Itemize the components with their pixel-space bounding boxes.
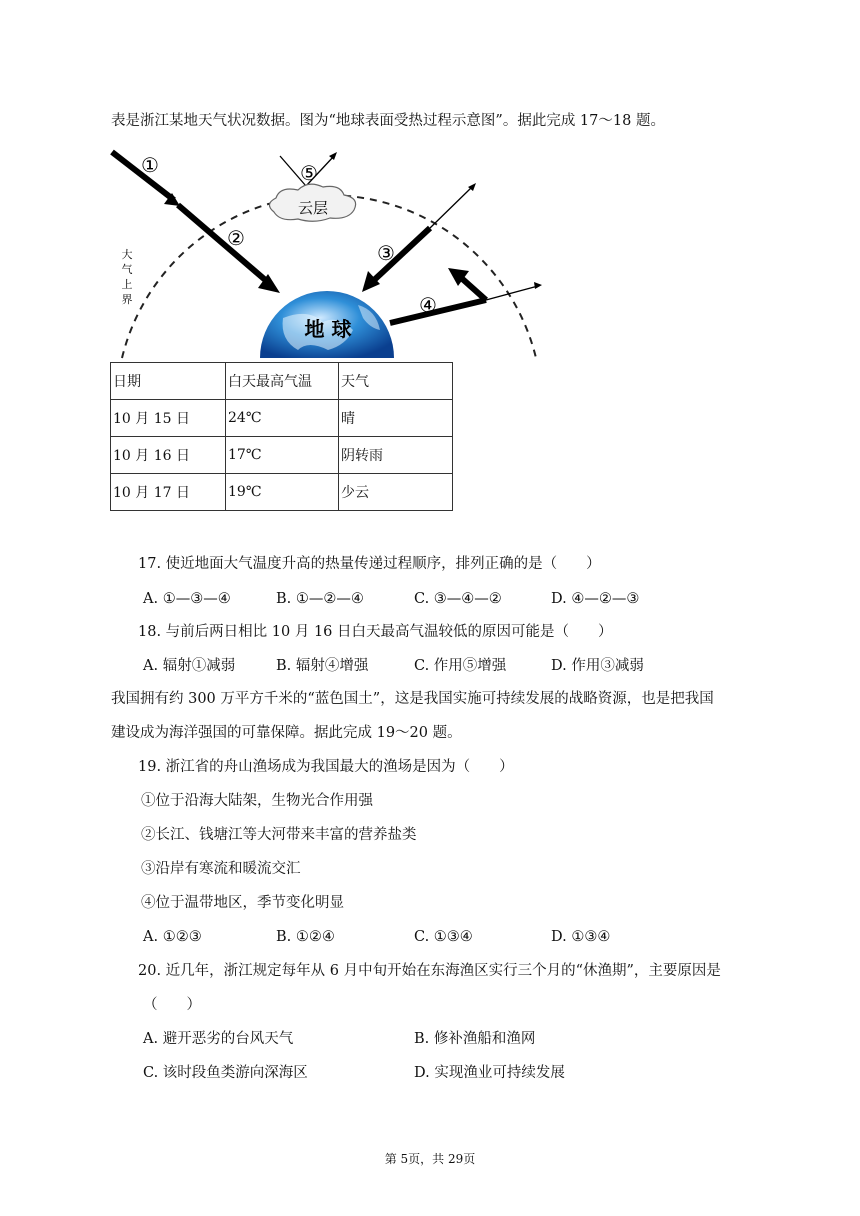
label-5: ⑤ [300,161,318,185]
q20-stem: 20. 近几年，浙江规定每年从 6 月中旬开始在东海渔区实行三个月的“休渔期”，主要原因是 [138,963,721,979]
q18-option-a[interactable]: A. 辐射①减弱 [143,658,236,674]
cell-weather: 少云 [339,474,453,511]
q17-option-c[interactable]: C. ③—④—② [414,591,502,607]
q20-option-a[interactable]: A. 避开恶劣的台风天气 [143,1031,294,1047]
q19-option-a[interactable]: A. ①②③ [143,929,202,945]
label-4: ④ [419,293,437,317]
q18-option-c[interactable]: C. 作用⑤增强 [414,658,507,674]
q19-option-b[interactable]: B. ①②④ [276,929,335,945]
q19-option-d[interactable]: D. ①③④ [551,929,611,945]
q19-item-1: ①位于沿海大陆架，生物光合作用强 [141,793,373,809]
label-2: ② [227,226,245,250]
cell-temp: 19℃ [226,474,339,511]
atm-label-4: 界 [121,293,133,306]
atm-label-2: 气 [121,263,133,276]
header-temp: 白天最高气温 [226,363,339,400]
q18-option-b[interactable]: B. 辐射④增强 [276,658,369,674]
table-row [111,474,453,511]
label-1: ① [141,153,159,177]
cell-date: 10 月 17 日 [111,474,226,511]
q20-option-c[interactable]: C. 该时段鱼类游向深海区 [143,1065,308,1081]
header-date: 日期 [111,363,226,400]
q18-stem: 18. 与前后两日相比 10 月 16 日白天最高气温较低的原因可能是（ ） [138,624,613,640]
passage2-line2: 建设成为海洋强国的可靠保障。据此完成 19～20 题。 [111,725,462,741]
q17-option-b[interactable]: B. ①—②—④ [276,591,364,607]
q19-item-4: ④位于温带地区，季节变化明显 [141,895,344,911]
q19-option-c[interactable]: C. ①③④ [414,929,473,945]
cell-date: 10 月 16 日 [111,437,226,474]
q19-item-3: ③沿岸有寒流和暖流交汇 [141,861,301,877]
cloud-label: 云层 [297,199,329,217]
q17-stem: 17. 使近地面大气温度升高的热量传递过程顺序，排列正确的是（ ） [138,556,601,572]
table-row [111,437,453,474]
page-footer: 第 5页，共 29页 [384,1152,476,1166]
atm-label-1: 大 [121,248,133,261]
q20-option-b[interactable]: B. 修补渔船和渔网 [414,1031,536,1047]
earth-label: 地 球 [304,317,352,341]
q17-option-a[interactable]: A. ①—③—④ [143,591,231,607]
cell-temp: 17℃ [226,437,339,474]
weather-table [110,362,453,511]
q20-stem-cont: （ ） [143,997,201,1013]
intro-text: 表是浙江某地天气状况数据。图为“地球表面受热过程示意图”。据此完成 17～18 题。 [111,113,665,129]
earth-heating-diagram [108,140,560,362]
table-row [111,400,453,437]
q19-item-2: ②长江、钱塘江等大河带来丰富的营养盐类 [141,827,417,843]
q18-option-d[interactable]: D. 作用③减弱 [551,658,644,674]
q17-option-d[interactable]: D. ④—②—③ [551,591,640,607]
passage2-line1: 我国拥有约 300 万平方千米的“蓝色国土”，这是我国实施可持续发展的战略资源，也是把我国 [111,691,714,707]
q20-option-d[interactable]: D. 实现渔业可持续发展 [414,1065,565,1081]
table-header-row [111,363,453,400]
cell-weather: 阴转雨 [339,437,453,474]
cell-weather: 晴 [339,400,453,437]
cell-date: 10 月 15 日 [111,400,226,437]
atm-label-3: 上 [121,278,133,291]
cell-temp: 24℃ [226,400,339,437]
label-3: ③ [377,241,395,265]
header-weather: 天气 [339,363,453,400]
q19-stem: 19. 浙江省的舟山渔场成为我国最大的渔场是因为（ ） [138,759,514,775]
